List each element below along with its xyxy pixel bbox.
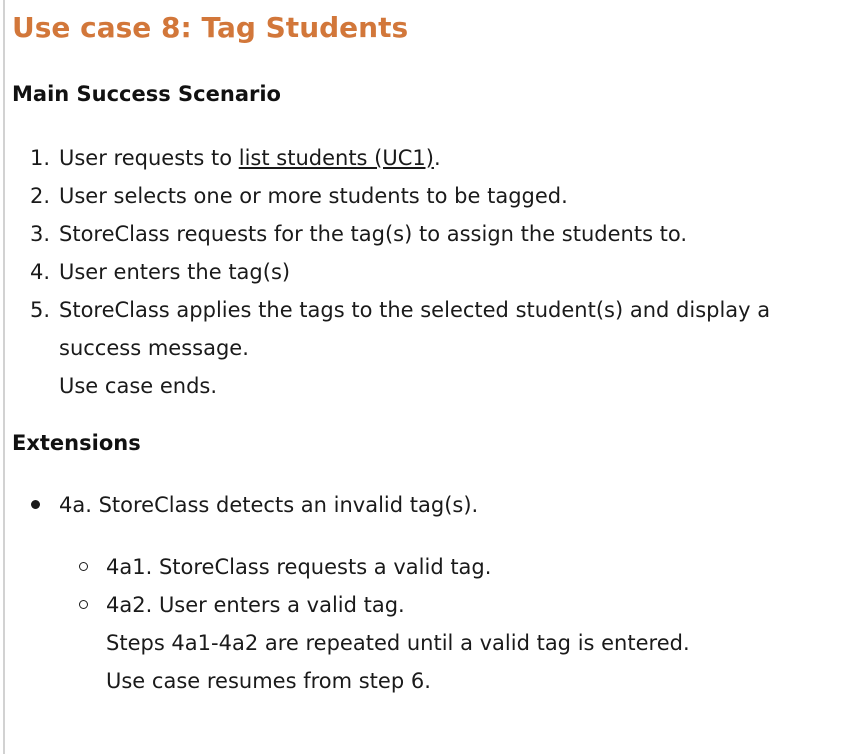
main-steps-list — [12, 139, 770, 405]
bullet-disc-icon — [31, 500, 40, 509]
list-students-link[interactable]: list students (UC1) — [238, 146, 434, 170]
use-case-ends-text: Use case ends. — [59, 374, 218, 398]
resume-note-text: Use case resumes from step 6. — [106, 669, 431, 693]
bullet-circle-icon — [79, 562, 88, 571]
list-item-4a2 — [59, 586, 690, 700]
extensions-heading: Extensions — [12, 431, 141, 455]
list-item-step-1 — [12, 139, 770, 177]
step-number: 2. — [30, 184, 51, 208]
step-text: StoreClass requests for the tag(s) to assign the students to. — [59, 222, 688, 246]
step-text-continued: success message. — [59, 336, 249, 360]
step-number: 1. — [30, 146, 51, 170]
repeat-note-text: Steps 4a1-4a2 are repeated until a valid tag is entered. — [106, 631, 690, 655]
sub-step-text: 4a1. StoreClass requests a valid tag. — [106, 555, 492, 579]
step-text: User requests to — [59, 146, 239, 170]
step-text: User enters the tag(s) — [59, 260, 291, 284]
step-text: User selects one or more students to be tagged. — [59, 184, 568, 208]
sub-step-text: 4a2. User enters a valid tag. — [106, 593, 405, 617]
list-item-step-4 — [12, 253, 770, 291]
extension-text: 4a. StoreClass detects an invalid tag(s). — [59, 493, 479, 517]
step-number: 5. — [30, 298, 51, 322]
left-border-rule — [3, 0, 5, 754]
main-success-scenario-heading: Main Success Scenario — [12, 82, 281, 106]
step-text: StoreClass applies the tags to the selected student(s) and display a — [59, 298, 771, 322]
extension-sub-list — [59, 548, 690, 700]
list-item-4a1 — [59, 548, 690, 586]
extensions-list — [12, 486, 690, 700]
list-item-step-5 — [12, 291, 770, 405]
list-item-step-2 — [12, 177, 770, 215]
step-text-end: . — [433, 146, 441, 170]
list-item-extension-4a — [12, 486, 690, 700]
step-number: 4. — [30, 260, 51, 284]
page-title: Use case 8: Tag Students — [12, 11, 409, 44]
step-number: 3. — [30, 222, 51, 246]
bullet-circle-icon — [79, 600, 88, 609]
list-item-step-3 — [12, 215, 770, 253]
